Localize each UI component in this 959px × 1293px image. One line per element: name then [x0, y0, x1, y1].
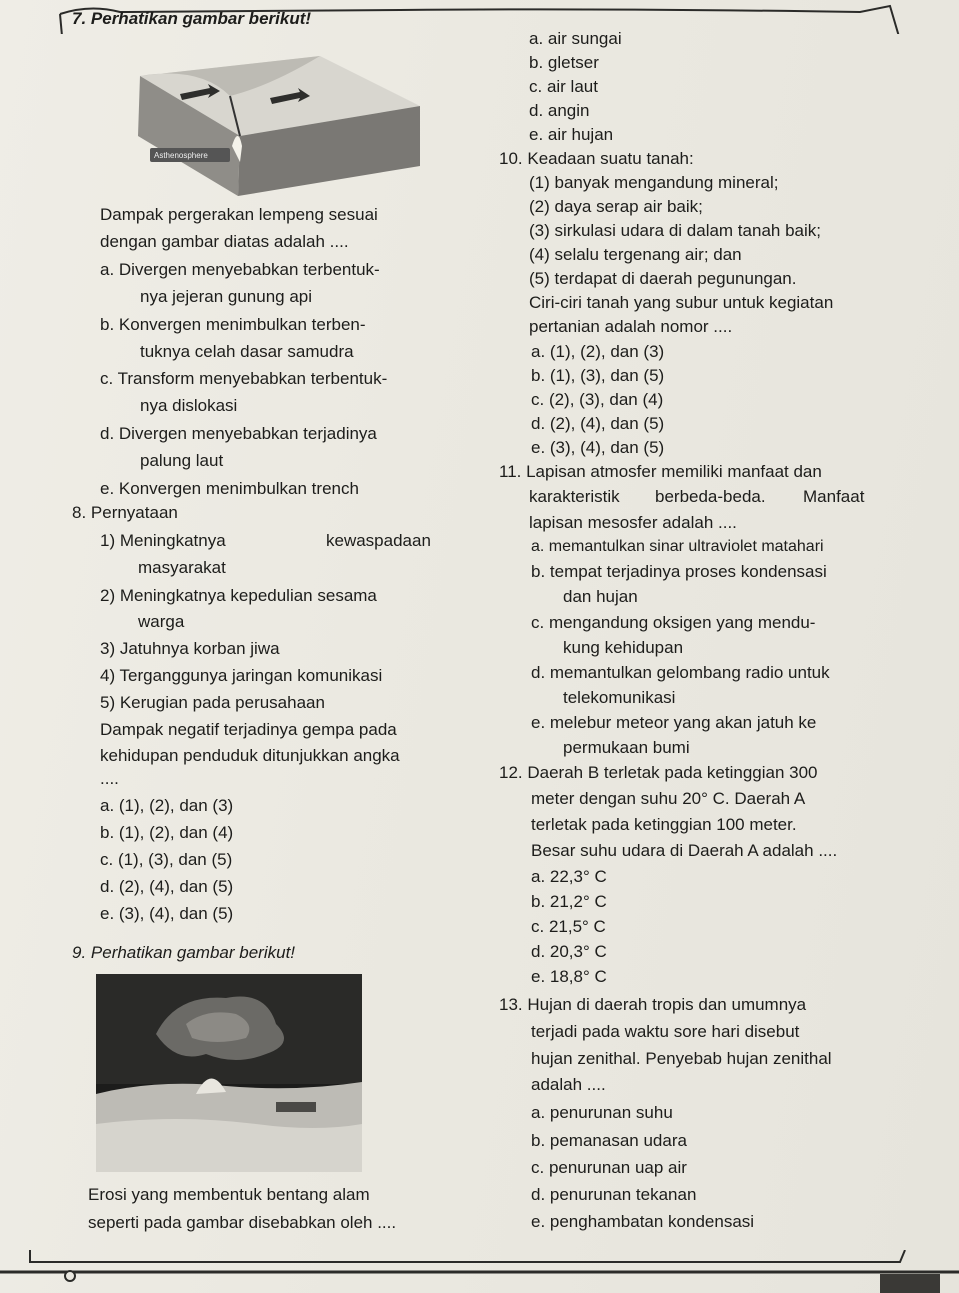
q13-line2: terjadi pada waktu sore hari disebut	[531, 1022, 800, 1041]
q12-option-c[interactable]: c. 21,5° C	[531, 917, 606, 936]
q12-option-b[interactable]: b. 21,2° C	[531, 892, 607, 911]
q9-option-c[interactable]: c. air laut	[529, 77, 598, 96]
q10-item-1: (1) banyak mengandung mineral;	[529, 173, 779, 192]
q8-item-1-cont: masyarakat	[138, 558, 226, 577]
q10-item-2: (2) daya serap air baik;	[529, 197, 703, 216]
q8-option-d[interactable]: d. (2), (4), dan (5)	[100, 877, 234, 896]
q8-title: 8. Pernyataan	[72, 503, 178, 522]
q8-stem-line1: Dampak negatif terjadinya gempa pada	[100, 720, 397, 739]
q11-option-a[interactable]: a. memantulkan sinar ultraviolet matahari	[531, 538, 824, 555]
q13-option-b[interactable]: b. pemanasan udara	[531, 1131, 687, 1150]
q9-option-e[interactable]: e. air hujan	[529, 125, 614, 144]
q8-item-1: 1) Meningkatnya	[100, 531, 226, 550]
q10-option-c[interactable]: c. (2), (3), dan (4)	[531, 390, 664, 409]
q9-stem-line1: Erosi yang membentuk bentang alam	[88, 1185, 370, 1204]
q7-option-d[interactable]: d. Divergen menyebabkan terjadinya	[100, 424, 377, 443]
q13-line1: 13. Hujan di daerah tropis dan umumnya	[499, 995, 807, 1014]
q8-option-c[interactable]: c. (1), (3), dan (5)	[100, 850, 233, 869]
plate-divergence-diagram	[120, 36, 420, 196]
q13-line4: adalah ....	[531, 1075, 606, 1094]
q12-option-d[interactable]: d. 20,3° C	[531, 942, 607, 961]
q8-stem-line2: kehidupan penduduk ditunjukkan angka	[100, 746, 400, 765]
q12-line2: meter dengan suhu 20° C. Daerah A	[531, 789, 806, 808]
q9-option-b[interactable]: b. gletser	[529, 53, 599, 72]
q10-title: 10. Keadaan suatu tanah:	[499, 149, 694, 168]
q8-item-2-cont: warga	[138, 612, 185, 631]
q8-option-a[interactable]: a. (1), (2), dan (3)	[100, 796, 234, 815]
q10-item-4: (4) selalu tergenang air; dan	[529, 245, 742, 264]
q11-option-c[interactable]: c. mengandung oksigen yang mendu-	[531, 613, 816, 632]
q7-stem-line1	[100, 202, 452, 228]
q13-option-c[interactable]: c. penurunan uap air	[531, 1158, 687, 1177]
q11-option-b[interactable]: b. tempat terjadinya proses kondensasi	[531, 562, 827, 581]
q9-stem-line2: seperti pada gambar disebabkan oleh ....	[88, 1213, 397, 1232]
q8-item-1-b: kewaspadaan	[326, 531, 431, 550]
q9-option-d[interactable]: d. angin	[529, 101, 590, 120]
q11-option-e-cont: permukaan bumi	[563, 738, 690, 757]
q8-item-3: 3) Jatuhnya korban jiwa	[100, 639, 280, 658]
q7-stem-text: Dampak pergerakan lempeng sesuai	[100, 205, 378, 224]
q10-option-d[interactable]: d. (2), (4), dan (5)	[531, 414, 665, 433]
q7-option-e[interactable]: e. Konvergen menimbulkan trench	[100, 479, 359, 498]
erosion-landscape-photo	[96, 974, 362, 1172]
q11-line2c: Manfaat	[803, 487, 865, 506]
q12-option-a[interactable]: a. 22,3° C	[531, 867, 607, 886]
q9-title: 9. Perhatikan gambar berikut!	[72, 943, 296, 962]
q12-line3: terletak pada ketinggian 100 meter.	[531, 815, 797, 834]
q7-option-a-cont: nya jejeran gunung api	[140, 287, 313, 306]
q13-option-a[interactable]: a. penurunan suhu	[531, 1103, 673, 1122]
q7-stem-line2: dengan gambar diatas adalah ....	[100, 232, 349, 251]
q10-item-5: (5) terdapat di daerah pegunungan.	[529, 269, 797, 288]
q11-line2b: berbeda-beda.	[655, 487, 766, 506]
q8-option-b[interactable]: b. (1), (2), dan (4)	[100, 823, 234, 842]
q7-option-b[interactable]: b. Konvergen menimbulkan terben-	[100, 315, 366, 334]
q11-option-b-cont: dan hujan	[563, 587, 638, 606]
q8-item-2: 2) Meningkatnya kepedulian sesama	[100, 586, 377, 605]
q8-stem-line3: ....	[100, 769, 119, 788]
q10-option-b[interactable]: b. (1), (3), dan (5)	[531, 366, 665, 385]
q8-item-5: 5) Kerugian pada perusahaan	[100, 693, 325, 712]
q10-item-3: (3) sirkulasi udara di dalam tanah baik;	[529, 221, 821, 240]
q12-option-e[interactable]: e. 18,8° C	[531, 967, 607, 986]
asthenosphere-label: Asthenosphere	[154, 151, 208, 160]
q11-line2a: karakteristik	[529, 487, 620, 506]
q11-option-e[interactable]: e. melebur meteor yang akan jatuh ke	[531, 713, 817, 732]
q7-option-a[interactable]: a. Divergen menyebabkan terbentuk-	[100, 260, 380, 279]
bottom-border-decoration	[0, 1250, 959, 1293]
q10-stem-line1: Ciri-ciri tanah yang subur untuk kegiatan	[529, 293, 834, 312]
q10-option-e[interactable]: e. (3), (4), dan (5)	[531, 438, 665, 457]
q11-line3: lapisan mesosfer adalah ....	[529, 513, 737, 532]
q10-option-a[interactable]: a. (1), (2), dan (3)	[531, 342, 665, 361]
q13-option-d[interactable]: d. penurunan tekanan	[531, 1185, 697, 1204]
q10-stem-line2: pertanian adalah nomor ....	[529, 317, 733, 336]
q9-option-a[interactable]: a. air sungai	[529, 29, 622, 48]
q12-line1: 12. Daerah B terletak pada ketinggian 300	[499, 763, 818, 782]
q7-option-b-cont: tuknya celah dasar samudra	[140, 342, 354, 361]
q11-option-c-cont: kung kehidupan	[563, 638, 684, 657]
q8-item-4: 4) Terganggunya jaringan komunikasi	[100, 666, 383, 685]
q7-option-c[interactable]: c. Transform menyebabkan terbentuk-	[100, 369, 388, 388]
q7-option-d-cont: palung laut	[140, 451, 224, 470]
q12-line4: Besar suhu udara di Daerah A adalah ....	[531, 841, 838, 860]
q7-option-c-cont: nya dislokasi	[140, 396, 238, 415]
q13-option-e[interactable]: e. penghambatan kondensasi	[531, 1212, 755, 1231]
q13-line3: hujan zenithal. Penyebab hujan zenithal	[531, 1049, 832, 1068]
q11-line1: 11. Lapisan atmosfer memiliki manfaat dan	[499, 462, 822, 481]
q11-option-d-cont: telekomunikasi	[563, 688, 676, 707]
q11-option-d[interactable]: d. memantulkan gelombang radio untuk	[531, 663, 830, 682]
q7-title: 7. Perhatikan gambar berikut!	[72, 9, 312, 28]
q8-option-e[interactable]: e. (3), (4), dan (5)	[100, 904, 234, 923]
